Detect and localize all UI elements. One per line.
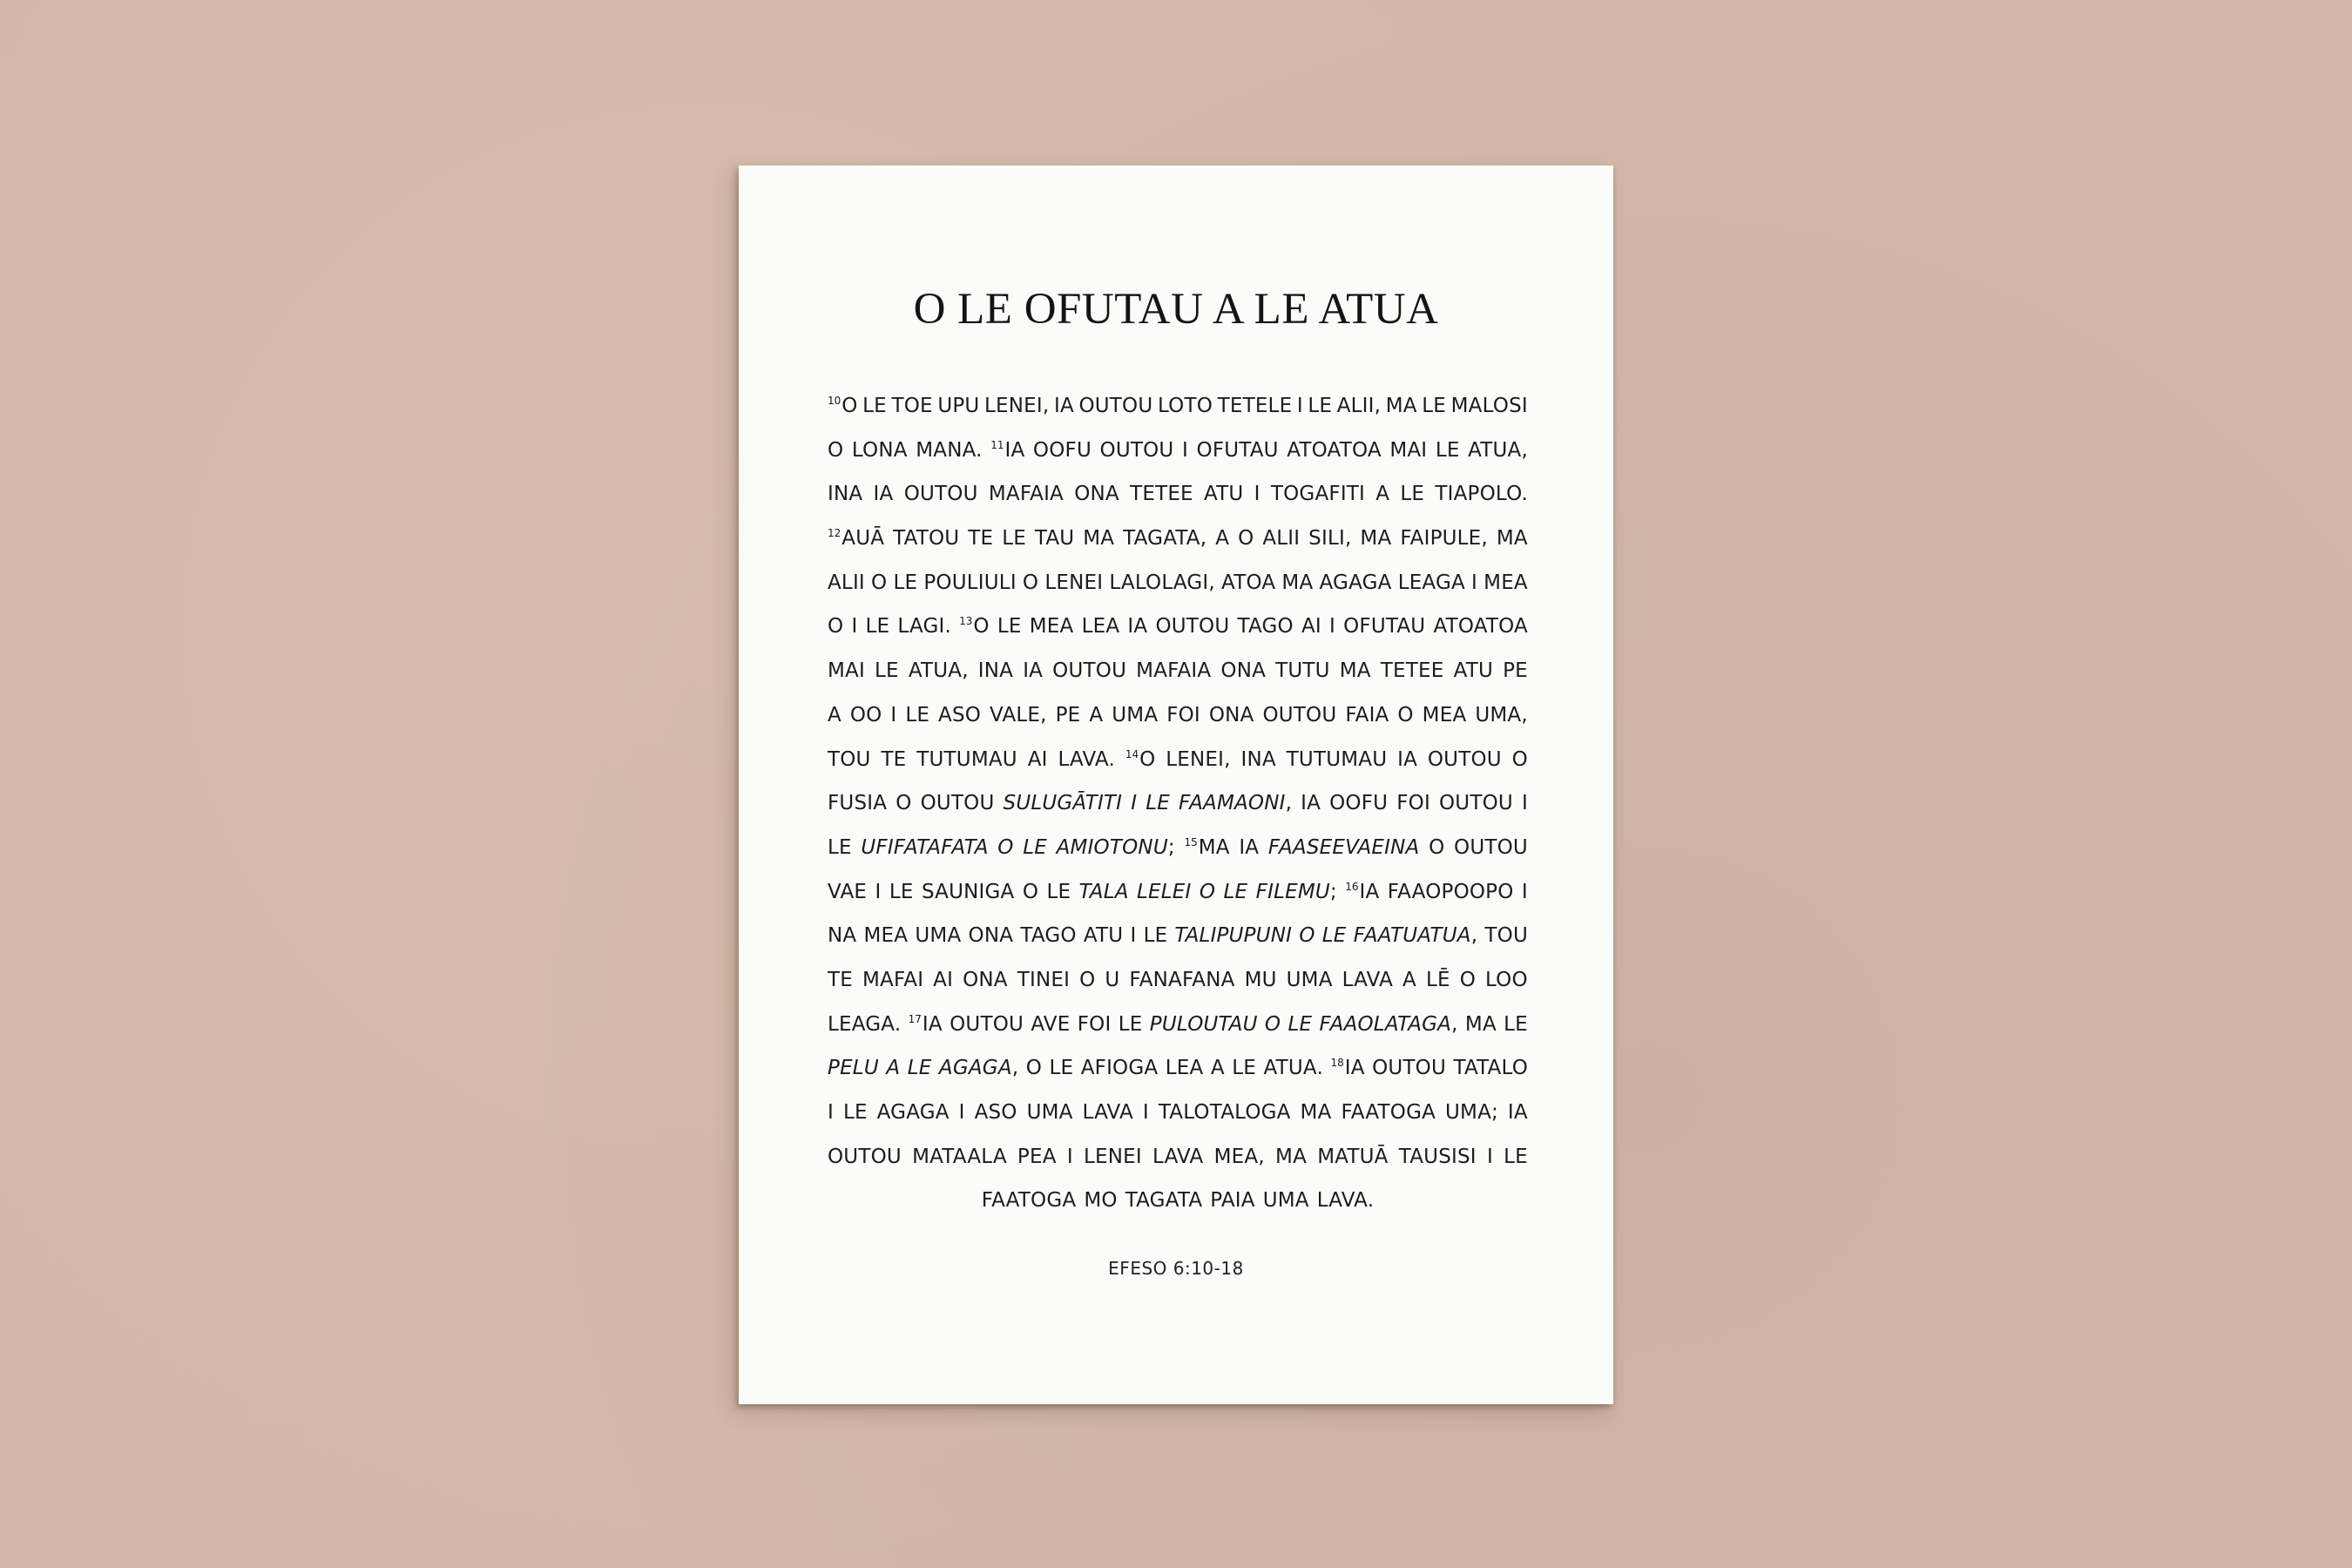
verse-word: LE (842, 1101, 868, 1124)
verse-word: PE (1055, 703, 1081, 727)
verse-word: LE (865, 615, 890, 639)
verse-word: LE (905, 703, 930, 727)
verse-word: O (896, 792, 912, 815)
verse-line (828, 870, 1528, 915)
poster-title: O LE OFUTAU A LE ATUA (913, 285, 1439, 334)
verse-word: O (1022, 571, 1039, 594)
verse-word: MAFAI (862, 968, 924, 991)
verse-word: LE (1400, 483, 1425, 506)
verse-line (828, 738, 1528, 782)
verse-word: LE (907, 1057, 932, 1080)
verse-word: ATOA (1221, 571, 1276, 594)
verse-word: $^{11}$IA (990, 438, 1025, 462)
verse-word: MAI (828, 659, 865, 683)
verse-word: PEA (1017, 1145, 1057, 1168)
verse-word: IA (1127, 615, 1148, 639)
verse-word: IA (1397, 747, 1418, 771)
verse-word: FAATOGA (1341, 1101, 1436, 1124)
verse-word: TETELE (1217, 395, 1293, 417)
verse-word: MA (1385, 395, 1417, 417)
verse-word: O (997, 835, 1014, 859)
verse-word: OUTOU (1427, 747, 1502, 771)
verse-word: FAIA (1345, 703, 1389, 727)
verse-word: UMA; (1445, 1101, 1498, 1124)
verse-word: I (1066, 1145, 1073, 1168)
verse-word: A (828, 703, 841, 727)
verse-word: LAGI. (897, 615, 952, 639)
verse-word: $^{15}$MA (1184, 835, 1230, 859)
verse-word: A (1089, 703, 1104, 727)
verse-word: LENEI (1084, 1145, 1142, 1168)
verse-word: O (1238, 527, 1254, 551)
verse-word: I (875, 880, 882, 903)
verse-word: UMA, (1475, 703, 1528, 727)
verse-word: O (1022, 880, 1039, 903)
verse-number: 13 (959, 615, 973, 628)
verse-word: TALIPUPUNI (1174, 924, 1293, 948)
verse-word: I (1142, 1101, 1149, 1124)
verse-word: TAGATA (1125, 1189, 1203, 1213)
verse-word: I (828, 1101, 834, 1124)
verse-number: 17 (908, 1012, 922, 1025)
verse-word: TUTU (1275, 659, 1330, 683)
verse-word: I (851, 615, 858, 639)
verse-line (828, 1179, 1528, 1223)
verse-word: UMA (1026, 1101, 1073, 1124)
verse-word: MAFAIA (988, 483, 1064, 506)
verse-word: $^{16}$IA (1345, 880, 1380, 903)
verse-word: $^{17}$IA (908, 1012, 943, 1036)
verse-word: LAVA (1082, 1101, 1133, 1124)
verse-word: LE (1046, 880, 1071, 903)
verse-word: O (828, 438, 844, 462)
verse-word: LE (1321, 924, 1347, 948)
verse-line (828, 914, 1528, 958)
verse-word: TAGATA, (1123, 527, 1207, 551)
verse-word: SULUGĀTITI (1003, 792, 1123, 815)
verse-word: LENEI (1044, 571, 1104, 594)
verse-word: ALII, (1336, 395, 1382, 417)
verse-word: MA (1339, 659, 1371, 683)
verse-word: FAASEEVAEINA (1267, 835, 1420, 859)
verse-word: LE (1143, 924, 1168, 948)
verse-number: 11 (990, 438, 1004, 451)
verse-word: LAVA (1152, 1145, 1204, 1168)
verse-word: OUTOU (1262, 703, 1337, 727)
verse-word: LENEI, (984, 395, 1050, 417)
verse-word: AMIOTONU; (1056, 835, 1175, 859)
verse-word: OOFU (1329, 792, 1389, 815)
verse-word: AVE (1031, 1012, 1071, 1036)
verse-line (828, 472, 1528, 517)
verse-word: ONA (1074, 483, 1119, 506)
verse-word: I (1471, 571, 1478, 594)
verse-word: TOU (828, 747, 871, 771)
verse-word: UPU (937, 395, 980, 417)
verse-word: LE (889, 880, 914, 903)
verse-word: MU (1244, 968, 1277, 991)
verse-word: I (1329, 615, 1335, 639)
verse-word: IA (1239, 835, 1260, 859)
verse-word: TIAPOLO. (1435, 483, 1528, 506)
verse-word: ATU (1453, 659, 1493, 683)
verse-word: LE (1223, 880, 1248, 903)
verse-word: LE (997, 615, 1022, 639)
verse-word: LE (1023, 835, 1047, 859)
verse-word: I (1130, 924, 1137, 948)
verse-word: TALOTALOGA (1158, 1101, 1291, 1124)
verse-word: O (1397, 703, 1414, 727)
verse-word: FOI (1166, 703, 1200, 727)
verse-word: LEAGA (1397, 571, 1465, 594)
verse-word: LE (893, 571, 918, 594)
verse-word: A (1215, 527, 1230, 551)
verse-word: O (1299, 924, 1315, 948)
verse-word: O (1429, 835, 1445, 859)
verse-number: 15 (1184, 835, 1198, 848)
verse-word: FAATOGA (981, 1189, 1077, 1213)
verse-word: LAVA (1342, 968, 1394, 991)
verse-word: FUSIA (828, 792, 888, 815)
verse-word: AGAGA, (938, 1057, 1019, 1080)
verse-word: TAGO (1020, 924, 1077, 948)
verse-word: ATUA, (1468, 438, 1528, 462)
verse-word: TE (968, 527, 994, 551)
verse-word: OUTOU (950, 1012, 1024, 1036)
verse-word: IA (873, 483, 894, 506)
verse-word: MA (1275, 1145, 1308, 1168)
verse-word: LE (1422, 395, 1447, 417)
verse-word: OUTOU (1372, 1057, 1447, 1080)
verse-word: LEA (1081, 615, 1120, 639)
verse-word: UMA (915, 924, 962, 948)
verse-word: OUTOU (903, 483, 978, 506)
verse-number: 12 (828, 527, 841, 540)
verse-word: LE (862, 395, 887, 417)
verse-word: MEA (863, 924, 909, 948)
verse-word: FAATUATUA, (1353, 924, 1478, 948)
verse-word: TETEE (1130, 483, 1193, 506)
verse-word: MEA (1484, 571, 1528, 594)
verse-word: LE (1002, 527, 1026, 551)
verse-word: PELU (828, 1057, 879, 1080)
verse-word: MALOSI (1450, 395, 1528, 417)
verse-line (828, 561, 1528, 605)
verse-word: TOU (1484, 924, 1528, 948)
verse-word: OUTOU (920, 792, 995, 815)
verse-word: PE (1503, 659, 1528, 683)
verse-word: LOTO (1157, 395, 1213, 417)
verse-word: OUTOU (1454, 835, 1528, 859)
verse-word: FOI (1396, 792, 1430, 815)
verse-word: MA (1496, 527, 1528, 551)
verse-word: O (1025, 1057, 1043, 1080)
verse-word: TATALO (1453, 1057, 1528, 1080)
verse-line (828, 1046, 1528, 1091)
verse-word: AI (933, 968, 954, 991)
verse-word: FILEMU; (1255, 880, 1337, 903)
verse-word: LĒ (1425, 968, 1450, 991)
verse-word: I (1182, 438, 1188, 462)
verse-line (828, 958, 1528, 1003)
verse-word: FAIPULE, (1400, 527, 1488, 551)
verse-word: ATUA, (908, 659, 969, 683)
verse-word: LE (1146, 792, 1170, 815)
verse-line (828, 1091, 1528, 1135)
verse-word: IA (1023, 659, 1044, 683)
verse-word: OUTOU (1078, 395, 1153, 417)
verse-word: O (1264, 1012, 1281, 1036)
verse-word: LOO (1484, 968, 1528, 991)
verse-word: TE (828, 968, 853, 991)
verse-word: MAFAIA (1136, 659, 1212, 683)
verse-word: LE (1232, 1057, 1257, 1080)
verse-word: AGAGA (876, 1101, 950, 1124)
verse-word: LENEI, (1166, 747, 1231, 771)
verse-number: 16 (1345, 880, 1359, 893)
verse-word: LEAGA. (828, 1012, 902, 1036)
verse-word: SAUNIGA (921, 880, 1015, 903)
verse-word: $^{10}$O (828, 395, 858, 417)
verse-word: O (1079, 968, 1096, 991)
verse-word: TINEI (1017, 968, 1071, 991)
verse-word: O (1511, 747, 1528, 771)
verse-word: OFUTAU (1196, 438, 1279, 462)
verse-word: OUTOU (1052, 659, 1127, 683)
poster-card (739, 166, 1613, 1404)
verse-word: LONA (851, 438, 908, 462)
verse-word: LAVA. (1316, 1189, 1375, 1213)
verse-line (828, 517, 1528, 561)
verse-word: ASO (974, 1101, 1017, 1124)
verse-word: OUTOU (828, 1145, 902, 1168)
verse-word: ONA (963, 968, 1008, 991)
verse-word: AGAGA (1319, 571, 1392, 594)
verse-word: MA (1360, 527, 1392, 551)
verse-word: TUTUMAU (916, 747, 1017, 771)
verse-word: MA (1300, 1101, 1332, 1124)
verse-word: OUTOU (1438, 792, 1513, 815)
verse-word: LE (1288, 1012, 1313, 1036)
verse-word: ATOATOA (1287, 438, 1382, 462)
verse-word: I (958, 1101, 965, 1124)
verse-word: ONA (968, 924, 1014, 948)
verse-number: 14 (1125, 747, 1139, 760)
verse-text-block (828, 384, 1528, 1223)
verse-word: MO (1084, 1189, 1118, 1213)
verse-word: A (1375, 483, 1390, 506)
verse-word: AFIOGA (1080, 1057, 1159, 1080)
verse-word: IA (1507, 1101, 1528, 1124)
verse-word: INA (1240, 747, 1276, 771)
verse-word: TAGO (1237, 615, 1294, 639)
verse-word: OFUTAU (1343, 615, 1426, 639)
verse-word: TAU (1034, 527, 1075, 551)
verse-word: LE (1118, 1012, 1143, 1036)
verse-word: I (1521, 880, 1528, 903)
verse-word: POULIULI (923, 571, 1017, 594)
verse-word: MA (1281, 571, 1314, 594)
verse-word: LE (1435, 438, 1460, 462)
verse-word: FAAMAONI, (1179, 792, 1293, 815)
verse-word: MANA. (916, 438, 983, 462)
verse-word: $^{13}$O (959, 615, 990, 639)
verse-word: O (1459, 968, 1476, 991)
verse-word: LELEI (1137, 880, 1192, 903)
verse-word: UFIFATAFATA (861, 835, 989, 859)
verse-word: $^{18}$IA (1330, 1057, 1365, 1080)
verse-word: UMA (1112, 703, 1159, 727)
verse-word: LE (1504, 1145, 1528, 1168)
verse-word: TETEE (1380, 659, 1444, 683)
verse-word: OUTOU (1099, 438, 1174, 462)
verse-line (828, 1135, 1528, 1179)
verse-number: 18 (1330, 1057, 1344, 1070)
verse-word: LE (1504, 1012, 1528, 1036)
verse-line (828, 429, 1528, 473)
verse-line (828, 1003, 1528, 1047)
verse-word: O (828, 615, 844, 639)
verse-word: $^{14}$O (1125, 747, 1156, 771)
verse-word: LE (828, 835, 852, 859)
verse-line (828, 693, 1528, 738)
verse-word: OO (849, 703, 882, 727)
scripture-reference: EFESO 6:10-18 (1108, 1258, 1244, 1279)
verse-word: LE (875, 659, 899, 683)
verse-word: OUTOU (1155, 615, 1230, 639)
verse-word: I (1296, 395, 1303, 417)
verse-word: ATU (1083, 924, 1124, 948)
verse-line (828, 826, 1528, 870)
verse-word: INA (828, 483, 863, 506)
verse-word: I (1254, 483, 1260, 506)
verse-word: MAI (1389, 438, 1428, 462)
verse-word: FOI (1077, 1012, 1112, 1036)
verse-word: LEA (1165, 1057, 1204, 1080)
verse-word: O (871, 571, 888, 594)
verse-line (828, 605, 1528, 649)
verse-word: LALOLAGI, (1109, 571, 1215, 594)
verse-word: IA (1053, 395, 1074, 417)
verse-word: NA (828, 924, 857, 948)
verse-word: TOGAFITI (1270, 483, 1366, 506)
verse-word: TAUSISI (1398, 1145, 1477, 1168)
verse-word: FANAFANA (1129, 968, 1235, 991)
verse-word: SILI, (1308, 527, 1352, 551)
verse-word: ATUA. (1263, 1057, 1323, 1080)
verse-word: LAVA. (1058, 747, 1115, 771)
verse-word: OOFU (1032, 438, 1092, 462)
verse-word: VALE, (990, 703, 1047, 727)
verse-word: A (1210, 1057, 1225, 1080)
verse-word: FAAOPOOPO (1387, 880, 1514, 903)
verse-word: AI (1301, 615, 1321, 639)
verse-word: ASO (938, 703, 982, 727)
verse-word: ONA (1208, 703, 1254, 727)
verse-line (828, 649, 1528, 693)
verse-word: MEA (1029, 615, 1074, 639)
verse-word: U (1105, 968, 1120, 991)
verse-word: ATOATOA (1433, 615, 1528, 639)
verse-word: IA (1301, 792, 1321, 815)
verse-word: I (1521, 792, 1528, 815)
verse-word: $^{12}$AUĀ (828, 527, 885, 551)
verse-word: MATAALA (912, 1145, 1007, 1168)
verse-word: UMA (1262, 1189, 1309, 1213)
verse-word: TATOU (893, 527, 960, 551)
verse-word: VAE (828, 880, 868, 903)
verse-word: MA (1083, 527, 1115, 551)
verse-word: TUTUMAU (1286, 747, 1388, 771)
verse-word: ALII (1262, 527, 1301, 551)
verse-word: PAIA (1210, 1189, 1255, 1213)
verse-word: I (1131, 792, 1138, 815)
verse-number: 10 (828, 395, 841, 407)
verse-word: ALII (828, 571, 865, 594)
verse-word: MATUĀ (1317, 1145, 1389, 1168)
verse-line (828, 781, 1528, 826)
verse-word: FAAOLATAGA, (1319, 1012, 1458, 1036)
verse-word: TOE (891, 395, 933, 417)
verse-word: MEA, (1213, 1145, 1265, 1168)
verse-word: I (1486, 1145, 1493, 1168)
verse-word: A (1402, 968, 1416, 991)
verse-word: AI (1027, 747, 1048, 771)
verse-word: MA (1464, 1012, 1497, 1036)
verse-word: MEA (1422, 703, 1467, 727)
verse-word: O (1199, 880, 1216, 903)
verse-word: PULOUTAU (1149, 1012, 1258, 1036)
verse-word: ONA (1220, 659, 1267, 683)
verse-word: TALA (1078, 880, 1129, 903)
verse-word: LE (1308, 395, 1333, 417)
verse-word: INA (977, 659, 1014, 683)
verse-word: I (890, 703, 897, 727)
verse-word: A (886, 1057, 901, 1080)
verse-word: TE (881, 747, 907, 771)
verse-word: UMA (1286, 968, 1333, 991)
verse-word: ATU (1204, 483, 1244, 506)
verse-word: LE (1049, 1057, 1074, 1080)
verse-line (828, 384, 1528, 429)
